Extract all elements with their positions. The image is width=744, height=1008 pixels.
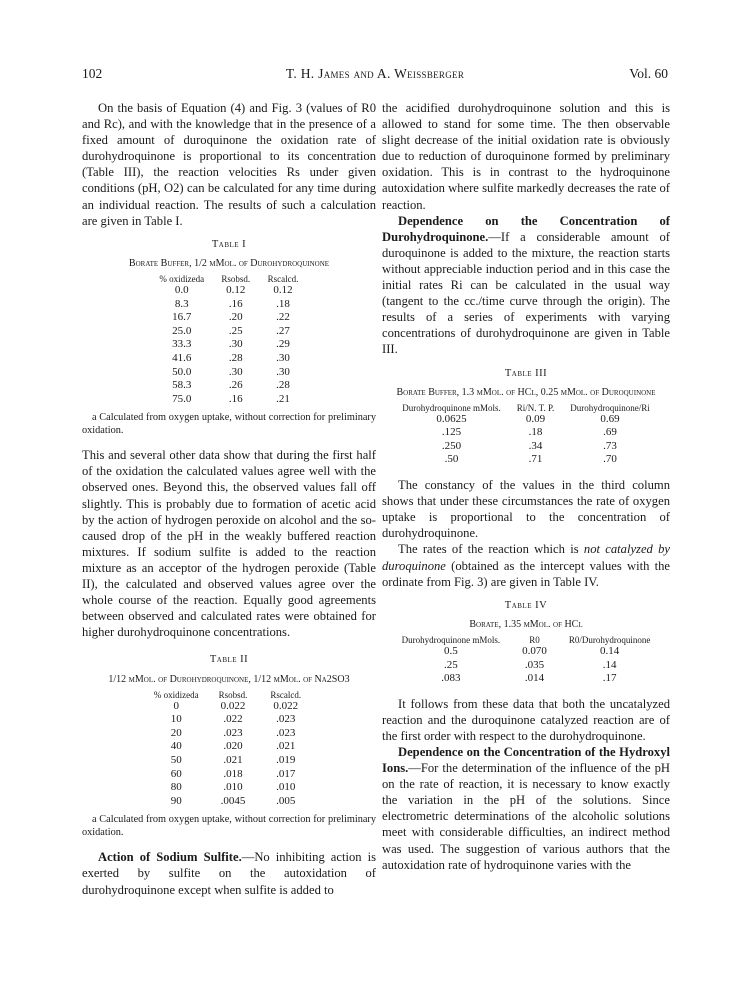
paragraph: This and several other data show that during the first half of the oxidation the calculated values agree well with the observed ones. Beyond this, the observed values fall off slightly. This is probably due to formation of acetic acid by the action of hydrogen peroxide on alcohol and the so-caused drop of the pH in the weakly buffered reaction mixtures. If sodium sulfite is added to the reaction mixture as an acceptor of the hydrogen peroxide (Table II), the calculated and observed values agree over the whole course of the reaction. Equally good agreements between observed and calculated rates were obtained for higher durohydroquinone concentrations.: [82, 448, 376, 640]
table-row: [146, 795, 312, 809]
table-row: [151, 379, 306, 393]
table-subtitle: Borate, 1.35 mMol. of HCl: [469, 618, 583, 630]
table-title: Table II: [209, 654, 249, 666]
table-cell: 75.0: [172, 392, 192, 405]
table-cell: 0.0625: [436, 412, 467, 425]
table-row: [151, 393, 306, 407]
table-cell: .28: [228, 351, 243, 364]
table-header-cell: Durohydroquinone mMols.: [401, 634, 501, 645]
table-row: [394, 659, 659, 673]
table-cell: .34: [528, 439, 543, 452]
table-cell: 0.12: [226, 283, 246, 296]
paragraph: the acidified durohydroquinone solution and this is allowed to stand for some time. The then observable slight decrease of the initial oxidation rate is obviously due to reduction of duroquinone formed by preliminary oxidation. This is in contrast to the hydroquinone autoxidation where sulfite markedly decreases the rate of reaction.: [382, 101, 670, 212]
table-cell: .018: [223, 767, 243, 780]
table-header-cell: Rscalcd.: [267, 273, 299, 284]
table-3: [394, 403, 657, 467]
table-cell: 16.7: [172, 311, 192, 324]
table-title: Table I: [211, 238, 247, 250]
table-header-cell: R0/Durohydroquinone: [568, 634, 651, 645]
table-cell: .023: [276, 713, 296, 726]
table-cell: .010: [276, 781, 296, 794]
table-cell: .021: [223, 753, 243, 766]
table-cell: .25: [228, 324, 243, 337]
table-cell: .14: [602, 658, 617, 671]
running-authors: T. H. James and A. Weissberger: [285, 66, 465, 81]
table-cell: .005: [276, 794, 296, 807]
table-4: [394, 635, 659, 686]
table-cell: .16: [228, 297, 243, 310]
table-cell: 0.022: [220, 699, 246, 712]
table-cell: .20: [228, 311, 243, 324]
table-cell: 0.14: [600, 644, 620, 657]
table-cell: 33.3: [172, 338, 192, 351]
table-cell: .28: [276, 379, 290, 392]
table-row: [394, 453, 657, 467]
table-row: [146, 754, 312, 768]
paragraph-text: —No inhibiting action is exerted by sulfite on the autoxidation of durohydroquinone except when sulfite is added to: [82, 850, 376, 897]
table-row: [394, 672, 659, 686]
table-cell: .26: [228, 379, 243, 392]
table-row: [151, 325, 306, 339]
section-heading: Action of Sodium Sulfite.: [98, 850, 242, 865]
paragraph: [82, 849, 376, 897]
paragraph: The constancy of the values in the third column shows that under these circumstances the rate of oxygen uptake is proportional to the concentration of durohydroquinone.: [382, 478, 670, 541]
table-cell: .250: [441, 439, 462, 452]
paragraph: It follows from these data that both the uncatalyzed reaction and the duroquinone catalyzed reaction are of the first order with respect to the durohydroquinone.: [382, 696, 670, 743]
table-cell: .021: [276, 740, 296, 753]
table-title: Table IV: [504, 599, 548, 611]
table-cell: .125: [441, 426, 462, 439]
table-cell: .014: [524, 672, 545, 685]
table-cell: 50.0: [172, 365, 192, 378]
section-heading: Dependence on the Concentration of the Hydroxyl Ions.: [382, 744, 670, 776]
table-row: [151, 311, 306, 325]
table-2: [146, 690, 312, 809]
table-subtitle: 1/12 mMol. of Durohydroquinone, 1/12 mMol. of Na2SO3: [108, 673, 350, 685]
table-row: [394, 413, 657, 427]
table-row: [151, 338, 306, 352]
table-cell: 0.69: [600, 412, 620, 425]
paragraph: On the basis of Equation (4) and Fig. 3 (values of R0 and Rc), and with the knowledge that in the presence of a fixed amount of duroquinone the oxidation rate of durohydroquinone is proportional to its concentration (Table III), the reaction velocities Rs under given conditions (pH, O2) can be calculated for any time during an individual reaction. The results of such a calculation are given in Table I.: [82, 101, 376, 228]
table-cell: 10: [170, 713, 182, 726]
table-row: [146, 781, 312, 795]
table-cell: 58.3: [172, 379, 192, 392]
volume-label: Vol. 60: [629, 66, 668, 81]
table-footnote: a Calculated from oxygen uptake, without correction for preliminary oxidation.: [82, 412, 376, 437]
table-cell: 50: [170, 753, 182, 766]
table-row: [394, 645, 659, 659]
table-cell: 90: [170, 794, 182, 807]
table-cell: .022: [223, 713, 243, 726]
table-cell: .30: [276, 365, 290, 378]
table-row: [151, 284, 306, 298]
table-row: [151, 352, 306, 366]
table-cell: .22: [276, 311, 290, 324]
table-cell: .18: [528, 426, 543, 439]
table-subtitle: Borate Buffer, 1/2 mMol. of Durohydroquinone: [128, 257, 330, 269]
table-cell: .29: [276, 338, 290, 351]
table-header-cell: Rscalcd.: [270, 689, 302, 700]
table-cell: .27: [276, 324, 290, 337]
table-cell: .023: [223, 726, 243, 739]
table-row: [151, 366, 306, 380]
table-cell: .17: [602, 672, 617, 685]
table-row: [146, 740, 312, 754]
table-header-cell: Durohydroquinone mMols.: [402, 402, 501, 413]
table-cell: 20: [170, 726, 182, 739]
table-row: [146, 768, 312, 782]
table-cell: 8.3: [174, 297, 189, 310]
table-header-cell: % oxidizeda: [159, 273, 205, 284]
paragraph-text: —For the determination of the influence of the pH on the rate of reaction, it is necessary to know exactly the variation in the pH of the solutions. Since electrometric determinations of the alcoholic solutions meet with considerable difficulties, an indirect method was used. The suggestion of various authors that the autoxidation rate of hydroquinone varies with the: [382, 761, 670, 872]
table-cell: .21: [276, 392, 290, 405]
table-cell: .0045: [220, 794, 246, 807]
paragraph: [382, 541, 670, 589]
table-cell: .019: [276, 753, 296, 766]
table-cell: 0: [173, 699, 179, 712]
table-cell: 60: [170, 767, 182, 780]
paragraph-text: —If a considerable amount of duroquinone is added to the mixture, the reaction starts without appreciable induction period and in this case the initial rates Ri can be calculated in the usual way (tangent to the cc./time curve through the origin). The results of a series of experiments with varying concentrations of durohydroquinone are given in Table III.: [382, 229, 670, 357]
table-header-cell: % oxidizeda: [153, 689, 199, 700]
table-header-cell: Rsobsd.: [221, 273, 251, 284]
table-cell: 40: [170, 740, 182, 753]
table-cell: .70: [603, 453, 617, 466]
table-footnote: a Calculated from oxygen uptake, without correction for preliminary oxidation.: [82, 814, 376, 839]
table-cell: .017: [276, 767, 296, 780]
paragraph-text: The rates of the reaction which is: [398, 542, 584, 557]
table-cell: .16: [228, 392, 243, 405]
table-cell: .020: [223, 740, 243, 753]
table-cell: 0.022: [273, 699, 299, 712]
table-cell: .25: [444, 658, 458, 671]
table-cell: .71: [528, 453, 543, 466]
paragraph-text: (obtained as the intercept values with the ordinate from Fig. 3) are given in Table IV.: [382, 558, 670, 589]
table-1: [151, 274, 306, 406]
table-cell: .30: [228, 338, 243, 351]
table-row: [146, 713, 312, 727]
table-cell: .30: [228, 365, 243, 378]
table-cell: 41.6: [172, 351, 192, 364]
table-header-cell: Durohydroquinone/Ri: [570, 402, 650, 413]
table-cell: .010: [223, 781, 243, 794]
table-cell: .023: [276, 726, 296, 739]
running-header: [82, 66, 668, 84]
table-cell: 0.0: [174, 283, 189, 296]
table-row: [394, 426, 657, 440]
table-header-cell: Rsobsd.: [218, 689, 248, 700]
table-cell: .30: [276, 351, 290, 364]
paragraph: [382, 213, 670, 358]
paragraph: [382, 744, 670, 873]
table-cell: 0.09: [525, 412, 546, 425]
table-cell: .69: [603, 426, 617, 439]
table-row: [146, 700, 312, 714]
table-cell: 25.0: [172, 324, 192, 337]
table-cell: .035: [524, 658, 545, 671]
table-row: [394, 440, 657, 454]
left-column: [82, 100, 376, 898]
right-column: [382, 100, 670, 873]
table-header-cell: R0: [529, 634, 540, 645]
section-heading: Dependence on the Concentration of Durohydroquinone.: [382, 213, 670, 244]
page-number: 102: [82, 66, 103, 81]
table-cell: 0.070: [522, 644, 547, 657]
table-row: [146, 727, 312, 741]
table-header-cell: Ri/N. T. P.: [516, 402, 555, 413]
emphasis: not catalyzed by duroquinone: [382, 542, 670, 573]
table-cell: .083: [441, 672, 461, 685]
table-cell: 0.5: [444, 644, 458, 657]
table-cell: .73: [603, 439, 617, 452]
table-cell: .50: [444, 453, 459, 466]
table-subtitle: Borate Buffer, 1.3 mMol. of HCl, 0.25 mMol. of Duroquinone: [396, 386, 656, 398]
table-cell: .18: [276, 297, 290, 310]
table-title: Table III: [504, 367, 548, 379]
table-cell: 80: [170, 781, 182, 794]
table-cell: 0.12: [273, 283, 293, 296]
table-row: [151, 298, 306, 312]
